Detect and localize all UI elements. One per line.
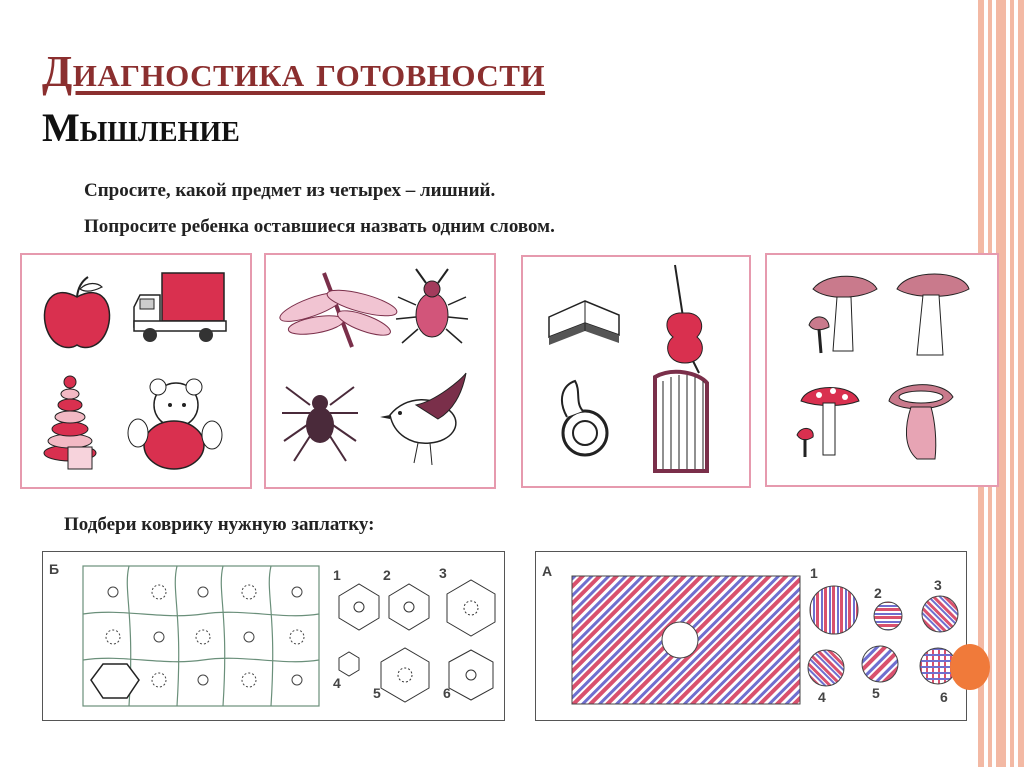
slide-title: Диагностика готовности: [42, 47, 546, 96]
panel-odd-one-out-2: [264, 253, 496, 489]
book-icon: [549, 301, 619, 345]
horn-icon: [562, 381, 607, 455]
svg-text:6: 6: [443, 685, 451, 701]
fly-agaric-icon: [797, 388, 859, 458]
patch-options-b: [333, 565, 495, 702]
mushroom-icon: [889, 385, 953, 459]
svg-text:3: 3: [934, 577, 942, 593]
svg-text:1: 1: [810, 565, 818, 581]
puzzle-a-label: А: [542, 563, 553, 579]
panel-odd-one-out-1: [20, 253, 252, 489]
svg-text:4: 4: [333, 675, 341, 691]
pyramid-toy-icon: [44, 376, 96, 469]
truck-icon: [134, 273, 226, 342]
panel-odd-one-out-4: [765, 253, 999, 487]
teddy-bear-icon: [128, 379, 222, 469]
svg-text:6: 6: [940, 689, 948, 705]
cello-icon: [667, 265, 702, 373]
orange-circle-decoration: [950, 644, 990, 690]
mushroom-icon: [809, 276, 877, 353]
panel-odd-one-out-3: [521, 255, 751, 488]
svg-text:5: 5: [373, 685, 381, 701]
svg-text:2: 2: [874, 585, 882, 601]
puzzle-b-label: Б: [49, 561, 60, 577]
patch-task-text: Подбери коврику нужную заплатку:: [64, 514, 375, 535]
svg-text:3: 3: [439, 565, 447, 581]
apple-icon: [44, 277, 109, 348]
patch-options-a: [808, 565, 958, 705]
slide-subtitle: Мышление: [42, 105, 240, 150]
instruction-1: Спросите, какой предмет из четырех – лишний.: [84, 180, 496, 201]
svg-text:2: 2: [383, 567, 391, 583]
missing-patch-hole: [91, 664, 139, 698]
rug-motifs: [106, 585, 304, 687]
missing-patch-hole: [662, 622, 698, 658]
spider-icon: [282, 387, 358, 461]
patch-puzzle-b: [42, 551, 505, 721]
patch-puzzle-a: [535, 551, 967, 721]
mushroom-icon: [897, 274, 969, 355]
instruction-2: Попросите ребенка оставшиеся назвать одним словом.: [84, 216, 555, 237]
svg-text:4: 4: [818, 689, 826, 705]
dragonfly-icon: [277, 273, 399, 347]
harp-icon: [655, 372, 707, 471]
svg-text:1: 1: [333, 567, 341, 583]
svg-text:5: 5: [872, 685, 880, 701]
beetle-icon: [396, 269, 468, 343]
bird-icon: [380, 373, 466, 465]
